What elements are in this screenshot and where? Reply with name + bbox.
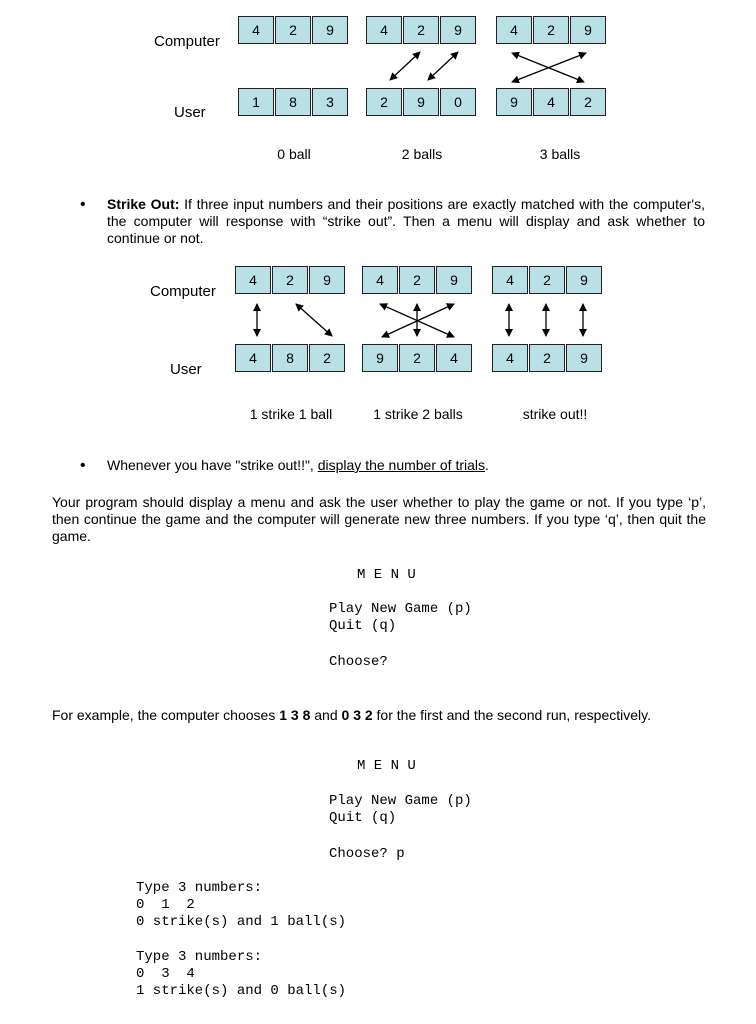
example-first-run: 1 3 8 bbox=[279, 707, 311, 723]
user-digit: 9 bbox=[496, 88, 532, 116]
computer-row-label: Computer bbox=[150, 283, 216, 300]
example-pre: For example, the computer chooses bbox=[52, 707, 280, 723]
computer-digit: 9 bbox=[570, 16, 606, 44]
menu-option-quit: Quit (q) bbox=[329, 810, 397, 826]
session-result: 1 strike(s) and 0 ball(s) bbox=[136, 983, 347, 999]
computer-digit: 4 bbox=[238, 16, 274, 44]
computer-digit: 4 bbox=[362, 266, 398, 294]
menu-option-play: Play New Game (p) bbox=[329, 793, 472, 809]
menu-prompt: Choose? bbox=[329, 654, 388, 670]
session-prompt: Type 3 numbers: bbox=[136, 949, 263, 965]
computer-digit: 2 bbox=[529, 266, 565, 294]
user-digit: 3 bbox=[312, 88, 348, 116]
computer-digit: 2 bbox=[275, 16, 311, 44]
user-digit: 1 bbox=[238, 88, 274, 116]
computer-digit: 4 bbox=[496, 16, 532, 44]
match-arrows bbox=[0, 0, 756, 420]
menu-option-quit: Quit (q) bbox=[329, 618, 397, 634]
trials-suffix: . bbox=[485, 457, 489, 473]
caption: 1 strike 1 ball bbox=[249, 406, 333, 422]
menu-title: M E N U bbox=[357, 567, 416, 583]
example-mid: and bbox=[310, 707, 342, 723]
user-digit: 4 bbox=[436, 344, 472, 372]
computer-digit: 9 bbox=[309, 266, 345, 294]
user-row-label: User bbox=[170, 361, 202, 378]
user-digit: 8 bbox=[272, 344, 308, 372]
arrow bbox=[296, 304, 332, 336]
user-digit: 4 bbox=[235, 344, 271, 372]
menu-prompt: Choose? p bbox=[329, 846, 405, 862]
computer-digit: 2 bbox=[403, 16, 439, 44]
trials-text bbox=[107, 457, 705, 474]
example-sentence bbox=[52, 707, 651, 723]
user-digit: 4 bbox=[492, 344, 528, 372]
session-input: 0 3 4 bbox=[136, 966, 195, 982]
trials-underlined: display the number of trials bbox=[317, 457, 486, 473]
session-prompt: Type 3 numbers: bbox=[136, 880, 263, 896]
menu-paragraph: Your program should display a menu and ask the user whether to play the game or not. If you type ‘p’, then continue the game and the computer will generate new three numbers. If you type ‘q’, then quit the game. bbox=[52, 494, 706, 544]
caption: 3 balls bbox=[539, 146, 581, 162]
computer-digit: 9 bbox=[436, 266, 472, 294]
example-second-run: 0 3 2 bbox=[341, 707, 373, 723]
user-digit: 9 bbox=[362, 344, 398, 372]
user-digit: 4 bbox=[533, 88, 569, 116]
caption: strike out!! bbox=[522, 406, 588, 422]
user-digit: 2 bbox=[399, 344, 435, 372]
user-digit: 2 bbox=[309, 344, 345, 372]
user-digit: 2 bbox=[529, 344, 565, 372]
computer-row-label: Computer bbox=[154, 33, 220, 50]
menu-title: M E N U bbox=[357, 758, 416, 774]
computer-digit: 9 bbox=[312, 16, 348, 44]
bullet-icon: • bbox=[80, 457, 86, 474]
session-input: 0 1 2 bbox=[136, 897, 195, 913]
menu-option-play: Play New Game (p) bbox=[329, 601, 472, 617]
bullet-icon: • bbox=[80, 196, 86, 213]
strike-out-term: Strike Out: bbox=[107, 196, 180, 212]
computer-digit: 9 bbox=[566, 266, 602, 294]
caption: 1 strike 2 balls bbox=[373, 406, 463, 422]
session-result: 0 strike(s) and 1 ball(s) bbox=[136, 914, 347, 930]
computer-digit: 9 bbox=[440, 16, 476, 44]
computer-digit: 2 bbox=[272, 266, 308, 294]
caption: 0 ball bbox=[277, 146, 311, 162]
user-digit: 0 bbox=[440, 88, 476, 116]
user-digit: 2 bbox=[366, 88, 402, 116]
computer-digit: 2 bbox=[399, 266, 435, 294]
user-row-label: User bbox=[174, 104, 206, 121]
user-digit: 9 bbox=[403, 88, 439, 116]
user-digit: 9 bbox=[566, 344, 602, 372]
computer-digit: 2 bbox=[533, 16, 569, 44]
example-post: for the first and the second run, respectively. bbox=[372, 707, 651, 723]
trials-prefix: Whenever you have "strike out!!", bbox=[107, 457, 318, 473]
strike-out-description: If three input numbers and their positions are exactly matched with the computer's, the computer will response with “strike out”. Then a menu will display and ask whether to continue or not. bbox=[107, 196, 705, 246]
computer-digit: 4 bbox=[492, 266, 528, 294]
caption: 2 balls bbox=[401, 146, 443, 162]
computer-digit: 4 bbox=[235, 266, 271, 294]
user-digit: 2 bbox=[570, 88, 606, 116]
user-digit: 8 bbox=[275, 88, 311, 116]
computer-digit: 4 bbox=[366, 16, 402, 44]
